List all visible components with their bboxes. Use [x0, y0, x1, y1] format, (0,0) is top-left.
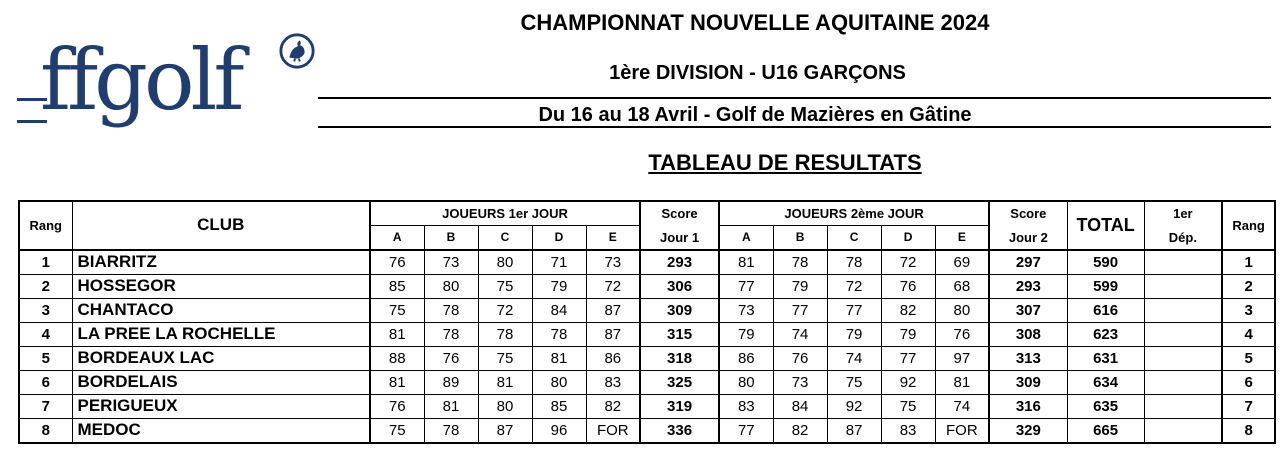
cell-day2-score: 84	[773, 394, 827, 418]
cell-day1-score: 79	[532, 274, 586, 298]
cell-score-day1: 319	[640, 394, 719, 418]
cell-day2-score: 82	[881, 298, 935, 322]
cell-total: 623	[1067, 322, 1144, 346]
cell-day1-score: 82	[586, 394, 640, 418]
cell-day1-score: 73	[586, 250, 640, 275]
cell-day1-score: 81	[370, 370, 424, 394]
cell-day1-score: 87	[586, 298, 640, 322]
cell-day1-score: 81	[532, 346, 586, 370]
col-header-rang: Rang	[19, 201, 72, 250]
cell-day1-score: 75	[478, 274, 532, 298]
cell-day1-score: 81	[478, 370, 532, 394]
cell-day2-score: 75	[827, 370, 881, 394]
cell-first-dep	[1144, 394, 1222, 418]
logo-text: ffgolf	[40, 31, 241, 129]
cell-day2-score: 69	[935, 250, 989, 275]
cell-score-day2: 308	[989, 322, 1067, 346]
cell-day2-score: 83	[719, 394, 773, 418]
cell-day2-score: 74	[827, 346, 881, 370]
event-dates: Du 16 au 18 Avril - Golf de Mazières en Gâtine	[538, 104, 972, 126]
cell-day1-score: 80	[424, 274, 478, 298]
cell-day2-score: 72	[881, 250, 935, 275]
col-header-day2: JOUEURS 2ème JOUR	[719, 201, 989, 226]
cell-day1-score: 89	[424, 370, 478, 394]
col-header-day1: JOUEURS 1er JOUR	[370, 201, 640, 226]
cell-day1-score: 71	[532, 250, 586, 275]
cell-day2-score: 77	[881, 346, 935, 370]
col-header-player-c: C	[478, 226, 532, 250]
cell-rang-right: 2	[1222, 274, 1275, 298]
col-header-dep-sub: Dép.	[1144, 226, 1222, 250]
cell-day1-score: 78	[424, 418, 478, 443]
cell-day1-score: 72	[586, 274, 640, 298]
cell-rang: 5	[19, 346, 72, 370]
cell-day2-score: 76	[773, 346, 827, 370]
cell-day1-score: 80	[478, 394, 532, 418]
cell-day2-score: 80	[935, 298, 989, 322]
cell-day1-score: 88	[370, 346, 424, 370]
cell-day2-score: 79	[827, 322, 881, 346]
cell-day1-score: 81	[424, 394, 478, 418]
cell-score-day1: 325	[640, 370, 719, 394]
cell-day1-score: FOR	[586, 418, 640, 443]
cell-score-day1: 315	[640, 322, 719, 346]
cell-day1-score: 78	[478, 322, 532, 346]
col-header-club: CLUB	[72, 201, 370, 250]
cell-day1-score: 83	[586, 370, 640, 394]
cell-score-day1: 309	[640, 298, 719, 322]
col-header-rang-right: Rang	[1222, 201, 1275, 250]
division-subtitle: 1ère DIVISION - U16 GARÇONS	[609, 62, 906, 84]
cell-rang-right: 8	[1222, 418, 1275, 443]
cell-day1-score: 85	[370, 274, 424, 298]
rooster-icon	[278, 32, 316, 70]
cell-day2-score: 82	[773, 418, 827, 443]
cell-day1-score: 86	[586, 346, 640, 370]
header-rule	[318, 97, 1271, 99]
cell-total: 635	[1067, 394, 1144, 418]
col-header-player-d: D	[881, 226, 935, 250]
cell-total: 665	[1067, 418, 1144, 443]
cell-score-day2: 329	[989, 418, 1067, 443]
cell-first-dep	[1144, 298, 1222, 322]
cell-day1-score: 75	[370, 298, 424, 322]
col-header-player-d: D	[532, 226, 586, 250]
cell-day1-score: 87	[586, 322, 640, 346]
cell-day2-score: 76	[881, 274, 935, 298]
cell-rang: 4	[19, 322, 72, 346]
cell-day2-score: 81	[935, 370, 989, 394]
table-row	[19, 394, 1275, 418]
cell-day1-score: 80	[532, 370, 586, 394]
cell-rang-right: 6	[1222, 370, 1275, 394]
table-row	[19, 298, 1275, 322]
cell-day2-score: 77	[773, 298, 827, 322]
results-table	[18, 200, 1276, 444]
results-table-title: TABLEAU DE RESULTATS	[648, 150, 922, 175]
cell-score-day2: 313	[989, 346, 1067, 370]
cell-day1-score: 75	[370, 418, 424, 443]
cell-day2-score: 86	[719, 346, 773, 370]
cell-first-dep	[1144, 346, 1222, 370]
cell-first-dep	[1144, 370, 1222, 394]
table-row	[19, 274, 1275, 298]
cell-day2-score: 72	[827, 274, 881, 298]
cell-day1-score: 81	[370, 322, 424, 346]
col-header-score2: Score	[989, 201, 1067, 226]
cell-rang-right: 3	[1222, 298, 1275, 322]
cell-day2-score: 78	[773, 250, 827, 275]
cell-day1-score: 96	[532, 418, 586, 443]
col-header-dep: 1er	[1144, 201, 1222, 226]
col-header-player-a: A	[370, 226, 424, 250]
cell-club: PERIGUEUX	[72, 394, 370, 418]
col-header-player-e: E	[935, 226, 989, 250]
cell-score-day2: 309	[989, 370, 1067, 394]
cell-club: CHANTACO	[72, 298, 370, 322]
cell-first-dep	[1144, 274, 1222, 298]
cell-day2-score: 77	[719, 418, 773, 443]
cell-rang-right: 1	[1222, 250, 1275, 275]
cell-first-dep	[1144, 418, 1222, 443]
cell-rang-right: 4	[1222, 322, 1275, 346]
cell-day2-score: 83	[881, 418, 935, 443]
cell-score-day1: 306	[640, 274, 719, 298]
cell-club: LA PREE LA ROCHELLE	[72, 322, 370, 346]
col-header-score2-sub: Jour 2	[989, 226, 1067, 250]
col-header-player-b: B	[773, 226, 827, 250]
cell-score-day2: 297	[989, 250, 1067, 275]
cell-day1-score: 84	[532, 298, 586, 322]
cell-club: BORDELAIS	[72, 370, 370, 394]
cell-day2-score: 76	[935, 322, 989, 346]
col-header-total: TOTAL	[1067, 201, 1144, 250]
cell-day1-score: 78	[424, 322, 478, 346]
cell-day2-score: 75	[881, 394, 935, 418]
cell-day2-score: 80	[719, 370, 773, 394]
table-row	[19, 418, 1275, 443]
cell-rang: 7	[19, 394, 72, 418]
table-row	[19, 322, 1275, 346]
cell-day2-score: 74	[773, 322, 827, 346]
cell-day1-score: 80	[478, 250, 532, 275]
cell-score-day2: 316	[989, 394, 1067, 418]
cell-rang: 6	[19, 370, 72, 394]
cell-day1-score: 76	[370, 394, 424, 418]
cell-day1-score: 78	[532, 322, 586, 346]
cell-rang: 8	[19, 418, 72, 443]
cell-rang-right: 7	[1222, 394, 1275, 418]
ffgolf-logo	[12, 30, 332, 140]
championship-title: CHAMPIONNAT NOUVELLE AQUITAINE 2024	[520, 10, 990, 35]
cell-rang: 3	[19, 298, 72, 322]
cell-day1-score: 76	[424, 346, 478, 370]
cell-total: 634	[1067, 370, 1144, 394]
cell-day2-score: FOR	[935, 418, 989, 443]
cell-day1-score: 85	[532, 394, 586, 418]
cell-score-day2: 307	[989, 298, 1067, 322]
cell-first-dep	[1144, 322, 1222, 346]
col-header-player-c: C	[827, 226, 881, 250]
cell-club: BORDEAUX LAC	[72, 346, 370, 370]
cell-day2-score: 73	[719, 298, 773, 322]
cell-day2-score: 97	[935, 346, 989, 370]
cell-rang: 2	[19, 274, 72, 298]
cell-day1-score: 76	[370, 250, 424, 275]
col-header-score1: Score	[640, 201, 719, 226]
col-header-player-b: B	[424, 226, 478, 250]
table-row	[19, 250, 1275, 275]
cell-day2-score: 92	[881, 370, 935, 394]
cell-club: BIARRITZ	[72, 250, 370, 275]
cell-day1-score: 73	[424, 250, 478, 275]
cell-day2-score: 79	[719, 322, 773, 346]
cell-day1-score: 78	[424, 298, 478, 322]
col-header-player-e: E	[586, 226, 640, 250]
table-row	[19, 346, 1275, 370]
cell-day1-score: 75	[478, 346, 532, 370]
cell-club: HOSSEGOR	[72, 274, 370, 298]
table-row	[19, 370, 1275, 394]
cell-rang: 1	[19, 250, 72, 275]
cell-score-day2: 293	[989, 274, 1067, 298]
cell-day2-score: 79	[881, 322, 935, 346]
cell-score-day1: 336	[640, 418, 719, 443]
cell-total: 590	[1067, 250, 1144, 275]
col-header-player-a: A	[719, 226, 773, 250]
cell-day1-score: 87	[478, 418, 532, 443]
cell-day2-score: 81	[719, 250, 773, 275]
cell-day2-score: 73	[773, 370, 827, 394]
cell-day2-score: 78	[827, 250, 881, 275]
cell-day2-score: 92	[827, 394, 881, 418]
cell-day2-score: 87	[827, 418, 881, 443]
cell-first-dep	[1144, 250, 1222, 275]
col-header-score1-sub: Jour 1	[640, 226, 719, 250]
cell-day2-score: 79	[773, 274, 827, 298]
cell-day2-score: 77	[719, 274, 773, 298]
cell-club: MEDOC	[72, 418, 370, 443]
cell-score-day1: 318	[640, 346, 719, 370]
cell-rang-right: 5	[1222, 346, 1275, 370]
cell-day2-score: 74	[935, 394, 989, 418]
cell-total: 616	[1067, 298, 1144, 322]
cell-day1-score: 72	[478, 298, 532, 322]
cell-total: 631	[1067, 346, 1144, 370]
cell-score-day1: 293	[640, 250, 719, 275]
cell-day2-score: 77	[827, 298, 881, 322]
cell-day2-score: 68	[935, 274, 989, 298]
cell-total: 599	[1067, 274, 1144, 298]
